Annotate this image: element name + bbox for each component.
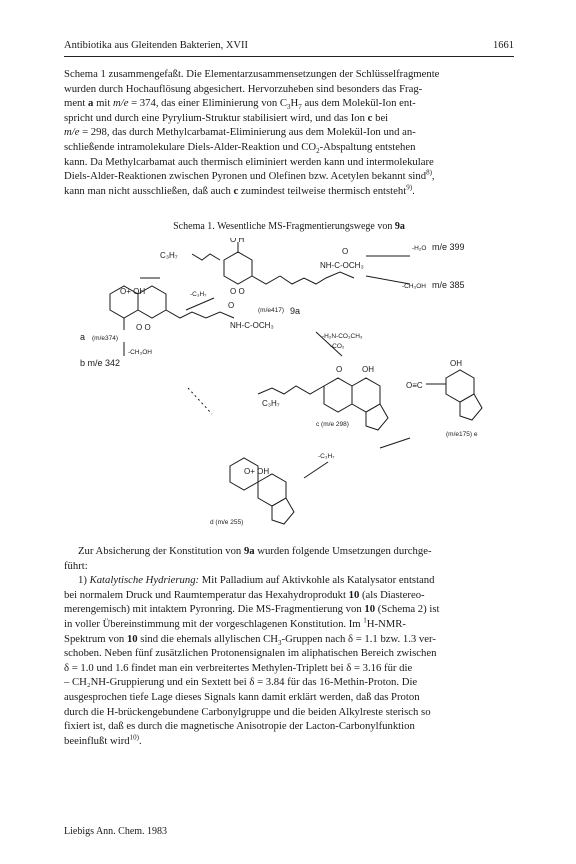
label-o-c: O <box>336 365 343 374</box>
label-m417: (m/e417) <box>258 307 285 314</box>
label-oh-c: OH <box>362 365 374 374</box>
text-line: Zur Absicherung der Konstitution von 9a wurden folgende Umsetzungen durchge- <box>78 545 432 557</box>
running-header <box>64 40 514 54</box>
label-c: c (m/e 298) <box>316 421 349 428</box>
text-line: kann man nicht ausschließen, daß auch c zumindest teilweise thermisch entsteht$^{9)}$. <box>64 183 415 197</box>
label-a: a <box>80 332 86 342</box>
label-me399: m/e 399 <box>432 242 465 252</box>
label-a-mass: (m/e374) <box>92 335 119 342</box>
label-o-pair: O O <box>230 287 245 296</box>
label-co2-loss: -CO₂ <box>330 343 345 350</box>
body-paragraph <box>64 544 514 748</box>
label-b: b m/e 342 <box>80 358 121 368</box>
label-pyrylium-d: O+ OH <box>244 467 270 476</box>
text-line: spricht und durch eine Pyrylium-Struktur stabilisiert wird, und das Ion c bei <box>64 111 389 124</box>
phenol-ring <box>446 370 474 402</box>
text-line: merengemisch) mit intaktem Pyronring. Die MS-Fragmentierung von 10 (Schema 2) ist <box>64 603 440 616</box>
label-h2n-loss: -H₂N-CO₂CH₃ <box>322 333 363 340</box>
text-line: ausgesprochen tiefe Lage dieses Signals kann damit erklärt werden, daß das Proton <box>64 690 420 703</box>
side-chain <box>252 276 280 284</box>
label-o-a: O <box>228 301 235 310</box>
label-o-ring-a: O O <box>136 323 151 332</box>
label-carbamate-a: NH-C-OCH₃ <box>230 321 274 330</box>
label-h2o-loss: -H₂O <box>412 245 427 252</box>
scheme-drawing <box>80 238 520 528</box>
intro-paragraph <box>64 67 514 198</box>
side-chain <box>166 310 234 318</box>
text-line: δ = 1.0 und 1.6 findet man ein verbreitertes Methylen-Triplett bei δ = 3.16 für die <box>64 661 413 674</box>
page-number: 1661 <box>493 40 514 51</box>
scheme-caption: Schema 1. Wesentliche MS-Fragmentierungswege von 9a <box>173 221 405 232</box>
text-line: in voller Übereinstimmung mit der vorgeschlagenen Konstitution. Im $^1$H-NMR- <box>64 616 406 630</box>
fragmentation-scheme <box>80 238 520 528</box>
text-line: durch die H-brückengebundene Carbonylgruppe und die beiden Alkylreste sterisch so <box>64 705 431 718</box>
arrow-d <box>304 462 328 478</box>
text-line: beeinflußt wird$^{10)}$. <box>64 733 142 747</box>
text-line: ment a mit m/e = 374, das einer Eliminierung von $C_3H_7$ aus dem Molekül-Ion ent- <box>64 97 416 112</box>
pyrone-ring <box>224 252 252 284</box>
arrow-dashed <box>188 388 212 414</box>
text-line: schließende intramolekulare Diels-Alder-Reaktion und $CO_2$-Abspaltung entstehen <box>64 140 416 156</box>
text-line: schoben. Neben fünf zusätzlichen Protonensignalen im aliphatischen Bereich zwischen <box>64 647 437 660</box>
benzene-ring <box>258 474 286 506</box>
text-line: m/e = 298, das durch Methylcarbamat-Eliminierung aus dem Molekül-Ion und an- <box>64 126 416 139</box>
label-pyrylium: O+ OH <box>120 287 146 296</box>
label-oc-e: O≡C <box>406 381 423 390</box>
label-me385: m/e 385 <box>432 280 465 290</box>
label-oh: O H <box>230 238 245 244</box>
text-line: fixiert ist, daß es durch die magnetische Anisotropie der Lacton-Carbonylfunktion <box>64 720 415 733</box>
bond <box>192 254 220 260</box>
side-chain <box>280 272 354 284</box>
label-d: d (m/e 255) <box>210 519 244 526</box>
arrow-e <box>380 438 410 448</box>
label-minus-ch3oh: -CH₃OH <box>128 349 152 356</box>
arrow-c3h7-loss <box>186 298 214 310</box>
cyclopentane-ring <box>272 498 294 524</box>
label-oh-e: OH <box>450 359 462 368</box>
label-minus-c3h7-d: -C₃H₇ <box>318 453 335 460</box>
text-line: kann. Da Methylcarbamat auch thermisch eliminiert werden kann und intermolekulare <box>64 155 434 168</box>
text-line: Spektrum von 10 sind die ehemals allylischen $CH_3$-Gruppen nach δ = 1.1 bzw. 1.3 ver- <box>64 632 436 647</box>
running-title: Antibiotika aus Gleitenden Bakterien, XVII <box>64 40 248 51</box>
side-chain <box>258 386 324 394</box>
text-line: Schema 1 zusammengefaßt. Die Elementarzusammensetzungen der Schlüsselfragmente <box>64 68 440 80</box>
label-carbamate: NH-C-OCH₃ <box>320 261 364 270</box>
text-line: führt: <box>64 559 88 572</box>
cyclopentane-ring <box>460 394 482 420</box>
text-line: Diels-Alder-Reaktionen zwischen Pyronen und Olefinen bzw. Acetylen bekannt sind$^{8)}$, <box>64 168 435 183</box>
label-c3h7-c: C₃H₇ <box>262 399 280 408</box>
benzene-ring <box>324 378 352 412</box>
label-c3h7: C₃H₇ <box>160 251 178 260</box>
header-rule <box>64 56 514 57</box>
label-ch3oh-loss: -CH₃OH <box>402 283 426 290</box>
text-line: 1) Katalytische Hydrierung: Mit Palladium auf Aktivkohle als Katalysator entstand <box>78 574 435 587</box>
cyclopentane-ring <box>366 404 388 430</box>
label-9a: 9a <box>290 306 301 316</box>
journal-footer: Liebigs Ann. Chem. 1983 <box>64 826 168 837</box>
text-line: bei normalem Druck und Raumtemperatur das Hexahydroprodukt 10 (als Diastereo- <box>64 588 425 601</box>
label-o-carbonyl: O <box>342 247 349 256</box>
label-e: (m/e175) e <box>446 431 478 438</box>
label-minus-c3h7: -C₃H₇ <box>190 291 207 298</box>
text-line: – CH₂NH-Gruppierung und ein Sextett bei δ = 3.84 für das 16-Methin-Proton. Die <box>64 676 418 689</box>
text-line: wurden durch Hochauflösung abgesichert. Hervorzuheben sind besonders das Frag- <box>64 82 423 95</box>
